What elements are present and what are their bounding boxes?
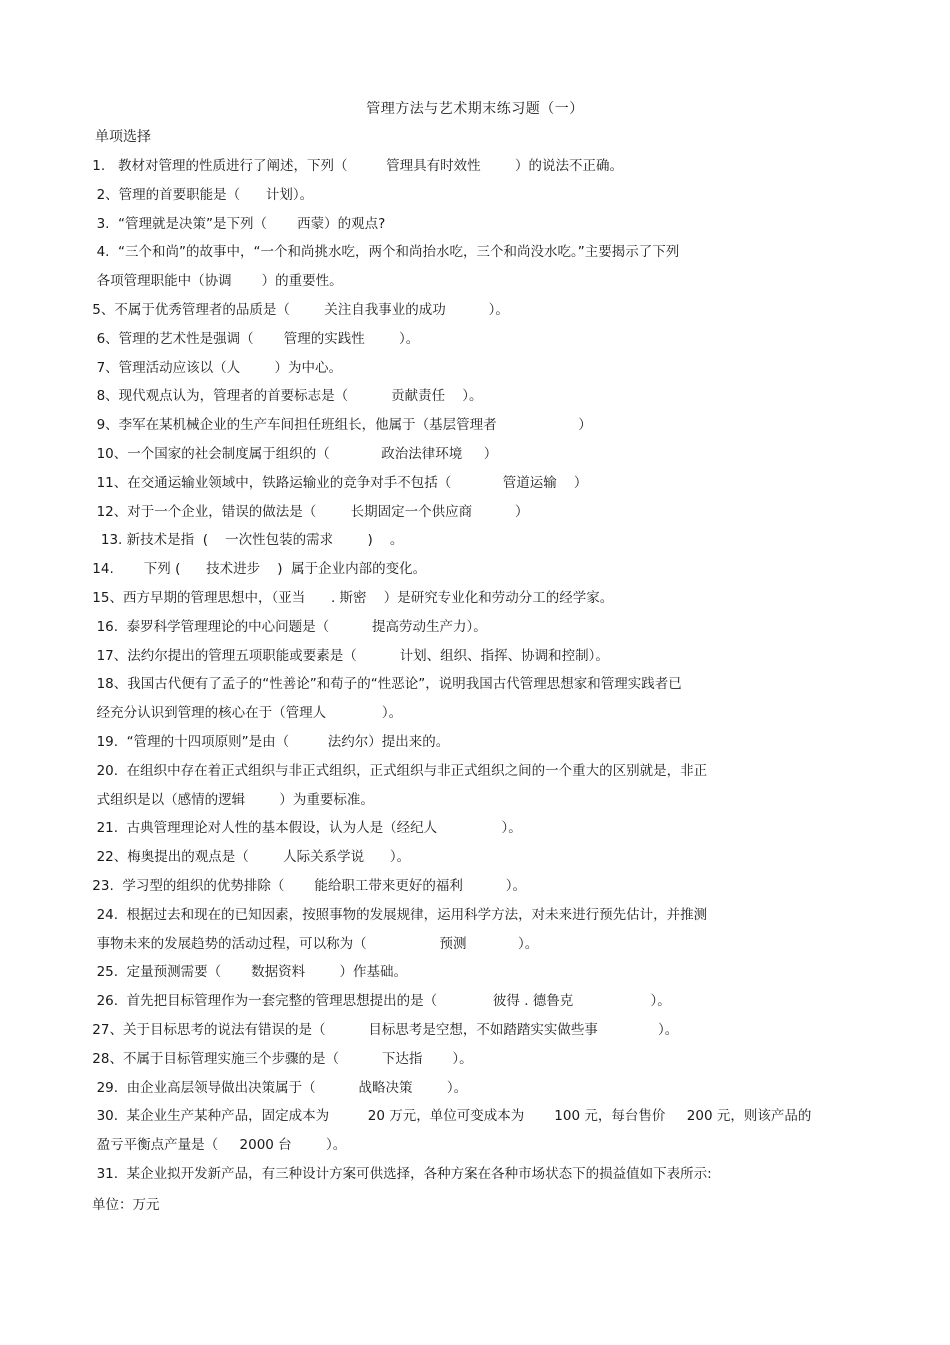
question-line: 14. 下列 ( 技术进步 ) 属于企业内部的变化。 <box>88 561 427 578</box>
question-line: 25. 定量预测需要（ 数据资料 ）作基础。 <box>88 964 408 981</box>
question-line: 5、不属于优秀管理者的品质是（ 关注自我事业的成功 ）。 <box>88 301 509 318</box>
question-line: 各项管理职能中（协调 ）的重要性。 <box>88 273 343 290</box>
question-line: 19. “管理的十四项原则”是由（ 法约尔）提出来的。 <box>88 733 450 750</box>
question-line: 9、李军在某机械企业的生产车间担任班组长，他属于（基层管理者 ） <box>88 417 592 434</box>
section-heading: 单项选择 <box>95 129 151 145</box>
question-line: 2、管理的首要职能是（ 计划）。 <box>88 186 314 203</box>
question-line: 20. 在组织中存在着正式组织与非正式组织，正式组织与非正式组织之间的一个重大的区别就是，非正 <box>88 762 708 779</box>
question-list <box>88 156 868 1193</box>
question-line: 21. 古典管理理论对人性的基本假设，认为人是（经纪人 ）。 <box>88 820 522 837</box>
question-line: 式组织是以（感情的逻辑 ）为重要标准。 <box>88 791 374 808</box>
unit-note: 单位：万元 <box>92 1197 160 1213</box>
question-line: 1. 教材对管理的性质进行了阐述，下列（ 管理具有时效性 ）的说法不正确。 <box>88 158 623 174</box>
question-line: 盈亏平衡点产量是（ 2000 台 ）。 <box>88 1137 347 1154</box>
question-line: 22、梅奥提出的观点是（ 人际关系学说 ）。 <box>88 849 411 866</box>
question-line: 17、法约尔提出的管理五项职能或要素是（ 计划、组织、指挥、协调和控制）。 <box>88 647 609 664</box>
question-line: 31. 某企业拟开发新产品，有三种设计方案可供选择，各种方案在各种市场状态下的损益值如下表所示: <box>88 1165 712 1182</box>
question-line: 27、关于目标思考的说法有错误的是（ 目标思考是空想，不如踏踏实实做些事 ）。 <box>88 1021 679 1038</box>
question-line: 29. 由企业高层领导做出决策属于（ 战略决策 ）。 <box>88 1079 468 1096</box>
question-line: 7、管理活动应该以（人 ）为中心。 <box>88 359 343 376</box>
question-line: 18、我国古代便有了孟子的“性善论”和荀子的“性恶论”，说明我国古代管理思想家和管理实践者已 <box>88 676 682 693</box>
question-line: 经充分认识到管理的核心在于（管理人 ）。 <box>88 705 403 722</box>
question-line: 24. 根据过去和现在的已知因素，按照事物的发展规律，运用科学方法，对未来进行预先估计，并推测 <box>88 906 708 923</box>
question-line: 4. “三个和尚”的故事中，“一个和尚挑水吃，两个和尚抬水吃，三个和尚没水吃。”主要揭示了下列 <box>88 244 680 261</box>
question-line: 15、西方早期的管理思想中，（亚当 . 斯密 ）是研究专业化和劳动分工的经学家。 <box>88 589 614 606</box>
question-line: 10、一个国家的社会制度属于组织的（ 政治法律环境 ） <box>88 445 498 462</box>
question-line: 11、在交通运输业领域中，铁路运输业的竞争对手不包括（ 管道运输 ） <box>88 474 588 491</box>
question-line: 26. 首先把目标管理作为一套完整的管理思想提出的是（ 彼得 . 德鲁克 ）。 <box>88 993 671 1010</box>
question-line: 3. “管理就是决策”是下列（ 西蒙）的观点? <box>88 215 386 232</box>
question-line: 28、不属于目标管理实施三个步骤的是（ 下达指 ）。 <box>88 1050 473 1067</box>
question-line: 13. 新技术是指 ( 一次性包装的需求 ) 。 <box>88 532 404 549</box>
question-line: 23. 学习型的组织的优势排除（ 能给职工带来更好的福利 ）。 <box>88 877 527 894</box>
document-title: 管理方法与艺术期末练习题（一） <box>366 101 584 117</box>
question-line: 6、管理的艺术性是强调（ 管理的实践性 ）。 <box>88 330 420 347</box>
question-line: 事物未来的发展趋势的活动过程，可以称为（ 预测 ）。 <box>88 935 539 952</box>
question-line: 8、现代观点认为，管理者的首要标志是（ 贡献责任 ）。 <box>88 388 483 405</box>
question-line: 16. 泰罗科学管理理论的中心问题是（ 提高劳动生产力）。 <box>88 618 487 635</box>
question-line: 30. 某企业生产某种产品，固定成本为 20 万元，单位可变成本为 100 元，每台售价 200 元，则该产品的 <box>88 1108 812 1125</box>
question-line: 12、对于一个企业，错误的做法是（ 长期固定一个供应商 ） <box>88 503 529 520</box>
